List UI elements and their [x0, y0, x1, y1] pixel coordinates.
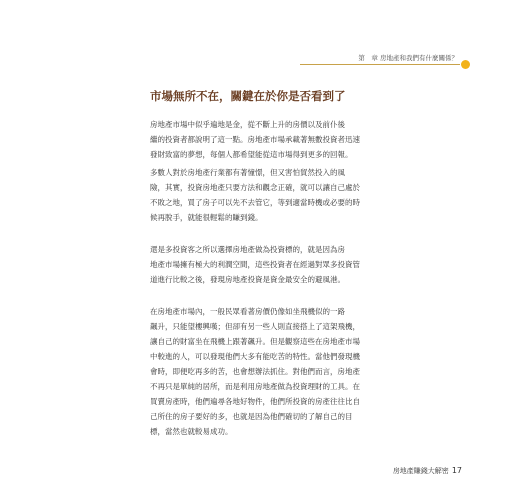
- paragraph-line: 險，其實，投資房地產只要方法和觀念正確，就可以讓自己處於: [150, 183, 360, 192]
- paragraph-line: 飆升，只能望樓興嘆；但卻有另一些人則直接搭上了這架飛機，: [150, 322, 360, 331]
- paragraph-line: 己所住的房子要好的多，也就是因為他們確切的了解自己的目: [150, 412, 353, 421]
- header-rule: [300, 64, 460, 65]
- paragraph-line: 候再脫手，就能很輕鬆的賺到錢。: [150, 213, 263, 222]
- paragraph-line: 多數人對於房地產行業都有著憧憬，但又害怕貿然投入的風: [150, 168, 345, 177]
- paragraph-1: [150, 117, 480, 162]
- paragraph-line: 房地產市場中似乎遍地是金，從不斷上升的房價以及前仆後: [150, 120, 345, 129]
- paragraph-line: 地產市場擁有極大的利潤空間，這些投資者在經過對眾多投資管: [150, 260, 360, 269]
- paragraph-line: 道進行比較之後，發現房地產投資是資金最安全的避風港。: [150, 275, 345, 284]
- paragraph-2: [150, 165, 480, 225]
- paragraph-line: 在房地產市場內，一般民眾看著房價仍像如坐飛機似的一路: [150, 307, 345, 316]
- paragraph-4: [150, 304, 480, 439]
- header-dot-icon: [461, 60, 470, 69]
- paragraph-line: 繼的投資者都說明了這一點。房地產市場承載著無數投資者迅速: [150, 135, 360, 144]
- chapter-header-text: 第 章 房地產和我們有什麼關係？: [358, 54, 458, 62]
- paragraph-line: 中較進的人，可以發現他們大多有能吃苦的特性。當他們發現機: [150, 352, 360, 361]
- page-footer: [393, 466, 462, 476]
- paragraph-line: 標，當然也就較易成功。: [150, 427, 233, 436]
- paragraph-line: 不敗之地，買了房子可以先不去管它，等到適當時機或必要的時: [150, 198, 360, 207]
- paragraph-line: 發財致富的夢想，每個人都希望能從這市場得到更多的回報。: [150, 150, 353, 159]
- paragraph-line: 讓自己的財富坐在飛機上跟著飆升。但是觀察這些在房地產市場: [150, 337, 360, 346]
- paragraph-line: 會時，即便吃再多的苦，也會想辦法抓住。對他們而言，房地產: [150, 367, 360, 376]
- paragraph-3: [150, 242, 480, 287]
- page-number: 17: [451, 466, 462, 475]
- book-title: 房地產賺錢大解密: [392, 467, 449, 475]
- paragraph-line: 不再只是單純的居所，而是利用房地產做為投資理財的工具。在: [150, 382, 360, 391]
- paragraph-line: 買賣房產時，他們遍尋各地好物件，他們所投資的房產往往比自: [150, 397, 360, 406]
- section-title: 市場無所不在，關鍵在於你是否看到了: [150, 89, 346, 103]
- running-header: [300, 52, 470, 68]
- paragraph-line: 還是多投資客之所以選擇房地產做為投資標的，就是因為房: [150, 245, 345, 254]
